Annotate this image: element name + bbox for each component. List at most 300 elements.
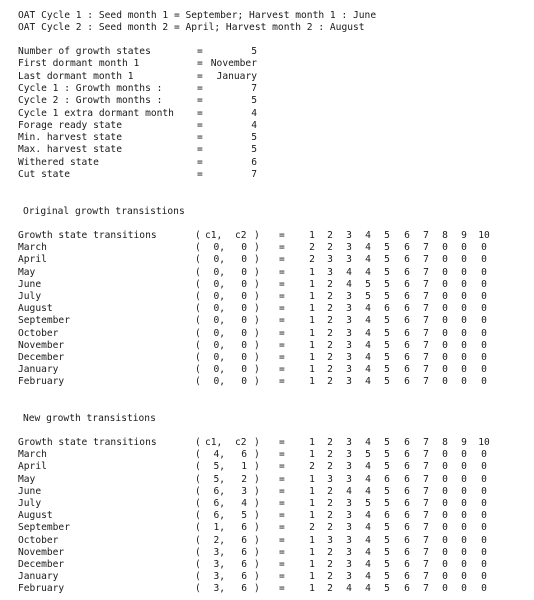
- transition-value: 0: [442, 534, 448, 546]
- transition-value: 6: [404, 266, 410, 278]
- transition-value: 0: [481, 510, 487, 522]
- transition-value: 1: [309, 303, 315, 315]
- transition-value: 5: [384, 559, 390, 570]
- close-paren: ): [254, 230, 260, 241]
- transition-value: 0: [461, 254, 467, 266]
- transition-value: 0: [461, 522, 467, 534]
- c2-value: 6: [241, 546, 247, 558]
- state-column-header: 9: [461, 230, 467, 241]
- state-column-header: 7: [423, 230, 429, 241]
- transition-value: 0: [461, 266, 467, 278]
- state-column-header: 6: [404, 437, 410, 448]
- transition-value: 0: [481, 315, 487, 327]
- transition-value: 0: [442, 498, 448, 509]
- transition-value: 0: [442, 291, 448, 302]
- transition-value: 0: [442, 364, 448, 376]
- transition-value: 0: [481, 571, 487, 583]
- transition-value: 4: [346, 266, 352, 278]
- transition-value: 0: [442, 510, 448, 522]
- transition-value: 3: [346, 242, 352, 254]
- c2-value: 0: [241, 376, 247, 388]
- transition-value: 6: [384, 473, 390, 485]
- transition-value: 2: [309, 522, 315, 534]
- transition-value: 2: [327, 522, 333, 534]
- table-header-label: Growth state transitions: [18, 437, 157, 448]
- param-label: Forage ready state: [18, 119, 122, 131]
- transition-value: 7: [423, 364, 429, 376]
- state-column-header: 8: [442, 437, 448, 448]
- state-column-header: 5: [384, 230, 390, 241]
- c1-value: 0,: [213, 242, 225, 254]
- transition-value: 2: [327, 364, 333, 376]
- month-label: February: [18, 583, 65, 595]
- c1-value: 3,: [213, 559, 225, 570]
- transition-value: 6: [404, 278, 410, 290]
- equals-sign: =: [279, 266, 285, 278]
- equals-sign: =: [279, 473, 285, 485]
- c1-value: 0,: [213, 278, 225, 290]
- c2-value: 0: [241, 303, 247, 315]
- c1-value: 0,: [213, 254, 225, 266]
- c1-value: 3,: [213, 546, 225, 558]
- month-label: March: [18, 449, 47, 461]
- transition-value: 0: [481, 559, 487, 570]
- month-label: September: [18, 522, 70, 534]
- month-label: May: [18, 473, 36, 485]
- transition-value: 1: [309, 376, 315, 388]
- month-label: December: [18, 352, 65, 363]
- transition-value: 1: [309, 364, 315, 376]
- param-label: Withered state: [18, 156, 99, 168]
- equals-sign: =: [197, 46, 203, 57]
- transition-value: 0: [481, 242, 487, 254]
- transition-value: 2: [327, 291, 333, 302]
- transition-value: 2: [327, 461, 333, 473]
- transition-value: 6: [404, 583, 410, 595]
- transition-value: 4: [365, 559, 371, 570]
- transition-value: 1: [309, 278, 315, 290]
- transition-value: 7: [423, 559, 429, 570]
- transition-value: 5: [384, 254, 390, 266]
- close-paren: ): [254, 510, 260, 522]
- c1-value: 0,: [213, 339, 225, 351]
- transition-value: 1: [309, 559, 315, 570]
- month-label: February: [18, 376, 65, 388]
- transition-value: 3: [346, 546, 352, 558]
- transition-value: 0: [442, 352, 448, 363]
- transition-value: 0: [461, 303, 467, 315]
- c2-header: c2: [235, 437, 247, 448]
- transition-value: 6: [404, 473, 410, 485]
- equals-sign: =: [279, 522, 285, 534]
- c1-value: 0,: [213, 376, 225, 388]
- transition-value: 0: [481, 485, 487, 497]
- equals-sign: =: [279, 571, 285, 583]
- transition-value: 7: [423, 266, 429, 278]
- transition-value: 4: [365, 339, 371, 351]
- transition-value: 2: [309, 461, 315, 473]
- transition-value: 0: [442, 278, 448, 290]
- c1-value: 0,: [213, 327, 225, 339]
- transition-value: 5: [384, 522, 390, 534]
- transition-value: 0: [461, 559, 467, 570]
- transition-value: 0: [442, 473, 448, 485]
- param-label: Last dormant month 1: [18, 70, 134, 82]
- transition-value: 3: [346, 498, 352, 509]
- transition-value: 2: [327, 303, 333, 315]
- open-paren: (: [195, 498, 201, 509]
- param-value: 7: [251, 169, 257, 180]
- close-paren: ): [254, 559, 260, 570]
- close-paren: ): [254, 303, 260, 315]
- equals-sign: =: [279, 376, 285, 388]
- c2-value: 0: [241, 327, 247, 339]
- state-column-header: 6: [404, 230, 410, 241]
- transition-value: 0: [461, 339, 467, 351]
- transition-value: 6: [404, 559, 410, 570]
- param-label: Cycle 2 : Growth months :: [18, 95, 163, 107]
- transition-value: 1: [309, 546, 315, 558]
- transition-value: 6: [404, 546, 410, 558]
- transition-value: 7: [423, 303, 429, 315]
- equals-sign: =: [279, 534, 285, 546]
- close-paren: ): [254, 461, 260, 473]
- state-column-header: 10: [478, 230, 490, 241]
- open-paren: (: [195, 291, 201, 302]
- transition-value: 0: [461, 473, 467, 485]
- transition-value: 0: [481, 376, 487, 388]
- transition-value: 0: [442, 546, 448, 558]
- month-label: November: [18, 546, 65, 558]
- transition-value: 2: [327, 278, 333, 290]
- close-paren: ): [254, 364, 260, 376]
- transition-value: 4: [365, 485, 371, 497]
- transition-value: 2: [327, 339, 333, 351]
- transition-value: 6: [404, 291, 410, 302]
- transition-value: 5: [384, 534, 390, 546]
- transition-value: 7: [423, 242, 429, 254]
- equals-sign: =: [197, 107, 203, 119]
- transition-value: 1: [309, 534, 315, 546]
- transition-value: 6: [404, 315, 410, 327]
- c2-value: 0: [241, 352, 247, 363]
- month-label: January: [18, 364, 59, 376]
- transition-value: 0: [481, 522, 487, 534]
- state-column-header: 9: [461, 437, 467, 448]
- c1-value: 6,: [213, 485, 225, 497]
- transition-value: 7: [423, 522, 429, 534]
- transition-value: 2: [309, 254, 315, 266]
- c2-value: 0: [241, 315, 247, 327]
- transition-value: 2: [327, 559, 333, 570]
- transition-value: 2: [327, 449, 333, 461]
- transition-value: 3: [346, 376, 352, 388]
- close-paren: ): [254, 498, 260, 509]
- open-paren: (: [195, 522, 201, 534]
- c1-header: c1,: [205, 230, 223, 241]
- transition-value: 3: [346, 461, 352, 473]
- param-value: 4: [251, 119, 257, 131]
- transition-value: 0: [461, 546, 467, 558]
- transition-value: 6: [404, 254, 410, 266]
- transition-value: 0: [442, 254, 448, 266]
- transition-value: 4: [365, 461, 371, 473]
- transition-value: 6: [404, 364, 410, 376]
- transition-value: 7: [423, 278, 429, 290]
- param-label: Cut state: [18, 169, 70, 180]
- transition-value: 4: [346, 485, 352, 497]
- c2-value: 0: [241, 339, 247, 351]
- close-paren: ): [254, 546, 260, 558]
- transition-value: 6: [404, 352, 410, 363]
- transition-value: 0: [481, 254, 487, 266]
- transition-value: 3: [327, 254, 333, 266]
- new-transitions-title: New growth transistions: [23, 413, 156, 424]
- month-label: July: [18, 498, 42, 509]
- month-label: August: [18, 510, 53, 522]
- transition-value: 0: [442, 376, 448, 388]
- transition-value: 4: [365, 510, 371, 522]
- open-paren: (: [195, 510, 201, 522]
- transition-value: 0: [461, 352, 467, 363]
- transition-value: 0: [442, 449, 448, 461]
- param-value: 6: [251, 156, 257, 168]
- close-paren: ): [254, 242, 260, 254]
- transition-value: 0: [442, 242, 448, 254]
- transition-value: 0: [461, 376, 467, 388]
- open-paren: (: [195, 449, 201, 461]
- transition-value: 0: [481, 449, 487, 461]
- transition-value: 0: [481, 278, 487, 290]
- close-paren: ): [254, 254, 260, 266]
- transition-value: 2: [327, 376, 333, 388]
- transition-value: 6: [384, 510, 390, 522]
- transition-value: 2: [327, 498, 333, 509]
- equals-sign: =: [279, 559, 285, 570]
- param-label: Max. harvest state: [18, 144, 122, 156]
- equals-sign: =: [279, 583, 285, 595]
- open-paren: (: [195, 254, 201, 266]
- transition-value: 6: [404, 522, 410, 534]
- state-column-header: 7: [423, 437, 429, 448]
- transition-value: 3: [346, 510, 352, 522]
- equals-sign: =: [279, 364, 285, 376]
- equals-sign: =: [279, 230, 285, 241]
- c1-value: 5,: [213, 473, 225, 485]
- transition-value: 7: [423, 327, 429, 339]
- c2-value: 4: [241, 498, 247, 509]
- state-column-header: 4: [365, 437, 371, 448]
- transition-value: 0: [461, 315, 467, 327]
- open-paren: (: [195, 352, 201, 363]
- transition-value: 0: [461, 242, 467, 254]
- transition-value: 0: [481, 352, 487, 363]
- transition-value: 3: [346, 364, 352, 376]
- month-label: January: [18, 571, 59, 583]
- equals-sign: =: [197, 58, 203, 70]
- transition-value: 3: [346, 303, 352, 315]
- transition-value: 2: [309, 242, 315, 254]
- transition-value: 2: [327, 510, 333, 522]
- transition-value: 0: [481, 473, 487, 485]
- original-transitions-title: Original growth transistions: [23, 206, 185, 217]
- transition-value: 0: [481, 498, 487, 509]
- transition-value: 0: [481, 461, 487, 473]
- c1-value: 6,: [213, 498, 225, 509]
- open-paren: (: [195, 571, 201, 583]
- c2-value: 5: [241, 510, 247, 522]
- transition-value: 0: [442, 461, 448, 473]
- month-label: March: [18, 242, 47, 254]
- transition-value: 4: [365, 327, 371, 339]
- transition-value: 3: [346, 473, 352, 485]
- c1-value: 0,: [213, 364, 225, 376]
- c2-header: c2: [235, 230, 247, 241]
- close-paren: ): [254, 522, 260, 534]
- c1-value: 1,: [213, 522, 225, 534]
- transition-value: 2: [327, 242, 333, 254]
- close-paren: ): [254, 571, 260, 583]
- state-column-header: 3: [346, 437, 352, 448]
- transition-value: 0: [461, 291, 467, 302]
- transition-value: 5: [365, 278, 371, 290]
- transition-value: 4: [346, 583, 352, 595]
- c2-value: 6: [241, 522, 247, 534]
- c1-value: 0,: [213, 315, 225, 327]
- transition-value: 4: [365, 376, 371, 388]
- transition-value: 5: [384, 571, 390, 583]
- transition-value: 6: [404, 534, 410, 546]
- transition-value: 7: [423, 571, 429, 583]
- transition-value: 7: [423, 485, 429, 497]
- transition-value: 1: [309, 473, 315, 485]
- c1-value: 0,: [213, 303, 225, 315]
- transition-value: 0: [461, 534, 467, 546]
- transition-value: 4: [365, 266, 371, 278]
- close-paren: ): [254, 485, 260, 497]
- transition-value: 7: [423, 461, 429, 473]
- transition-value: 5: [365, 449, 371, 461]
- c1-value: 3,: [213, 571, 225, 583]
- equals-sign: =: [197, 144, 203, 156]
- state-column-header: 1: [309, 437, 315, 448]
- open-paren: (: [195, 559, 201, 570]
- c1-value: 6,: [213, 510, 225, 522]
- transition-value: 6: [384, 303, 390, 315]
- open-paren: (: [195, 583, 201, 595]
- transition-value: 5: [384, 315, 390, 327]
- transition-value: 6: [404, 449, 410, 461]
- c1-value: 0,: [213, 291, 225, 302]
- transition-value: 4: [365, 546, 371, 558]
- transition-value: 7: [423, 583, 429, 595]
- transition-value: 4: [365, 522, 371, 534]
- transition-value: 6: [404, 571, 410, 583]
- transition-value: 2: [327, 571, 333, 583]
- transition-value: 5: [384, 266, 390, 278]
- transition-value: 5: [384, 498, 390, 509]
- state-column-header: 3: [346, 230, 352, 241]
- transition-value: 2: [327, 327, 333, 339]
- c2-value: 3: [241, 485, 247, 497]
- c2-value: 2: [241, 473, 247, 485]
- transition-value: 0: [442, 266, 448, 278]
- param-value: 5: [251, 132, 257, 144]
- transition-value: 0: [442, 559, 448, 570]
- month-label: June: [18, 485, 42, 497]
- transition-value: 5: [365, 291, 371, 302]
- cycle-1-summary: OAT Cycle 1 : Seed month 1 = September; Harvest month 1 : June: [18, 10, 377, 21]
- close-paren: ): [254, 352, 260, 363]
- open-paren: (: [195, 546, 201, 558]
- equals-sign: =: [279, 315, 285, 327]
- param-label: Cycle 1 : Growth months :: [18, 82, 163, 94]
- state-column-header: 5: [384, 437, 390, 448]
- close-paren: ): [254, 278, 260, 290]
- open-paren: (: [195, 278, 201, 290]
- c1-header: c1,: [205, 437, 223, 448]
- transition-value: 1: [309, 352, 315, 363]
- open-paren: (: [195, 473, 201, 485]
- transition-value: 4: [365, 534, 371, 546]
- transition-value: 0: [442, 485, 448, 497]
- open-paren: (: [195, 242, 201, 254]
- close-paren: ): [254, 449, 260, 461]
- c1-value: 5,: [213, 461, 225, 473]
- state-column-header: 2: [327, 437, 333, 448]
- transition-value: 1: [309, 327, 315, 339]
- close-paren: ): [254, 339, 260, 351]
- transition-value: 0: [442, 571, 448, 583]
- c2-value: 0: [241, 364, 247, 376]
- transition-value: 7: [423, 339, 429, 351]
- month-label: December: [18, 559, 65, 570]
- equals-sign: =: [279, 461, 285, 473]
- c1-value: 0,: [213, 352, 225, 363]
- transition-value: 3: [346, 254, 352, 266]
- transition-value: 4: [365, 315, 371, 327]
- transition-value: 6: [404, 461, 410, 473]
- close-paren: ): [254, 376, 260, 388]
- month-label: September: [18, 315, 70, 327]
- transition-value: 0: [481, 364, 487, 376]
- c1-value: 4,: [213, 449, 225, 461]
- c2-value: 0: [241, 254, 247, 266]
- transition-value: 6: [404, 498, 410, 509]
- equals-sign: =: [197, 95, 203, 107]
- transition-value: 0: [481, 303, 487, 315]
- c2-value: 0: [241, 278, 247, 290]
- transition-value: 1: [309, 485, 315, 497]
- state-column-header: 10: [478, 437, 490, 448]
- equals-sign: =: [279, 485, 285, 497]
- transition-value: 0: [442, 327, 448, 339]
- transition-value: 1: [309, 571, 315, 583]
- transition-value: 1: [309, 583, 315, 595]
- c2-value: 6: [241, 449, 247, 461]
- c1-value: 0,: [213, 266, 225, 278]
- transition-value: 4: [365, 583, 371, 595]
- c2-value: 6: [241, 571, 247, 583]
- open-paren: (: [195, 339, 201, 351]
- transition-value: 0: [481, 546, 487, 558]
- transition-value: 0: [481, 266, 487, 278]
- month-label: October: [18, 327, 59, 339]
- open-paren: (: [195, 315, 201, 327]
- equals-sign: =: [279, 242, 285, 254]
- transition-value: 0: [461, 510, 467, 522]
- transition-value: 5: [384, 291, 390, 302]
